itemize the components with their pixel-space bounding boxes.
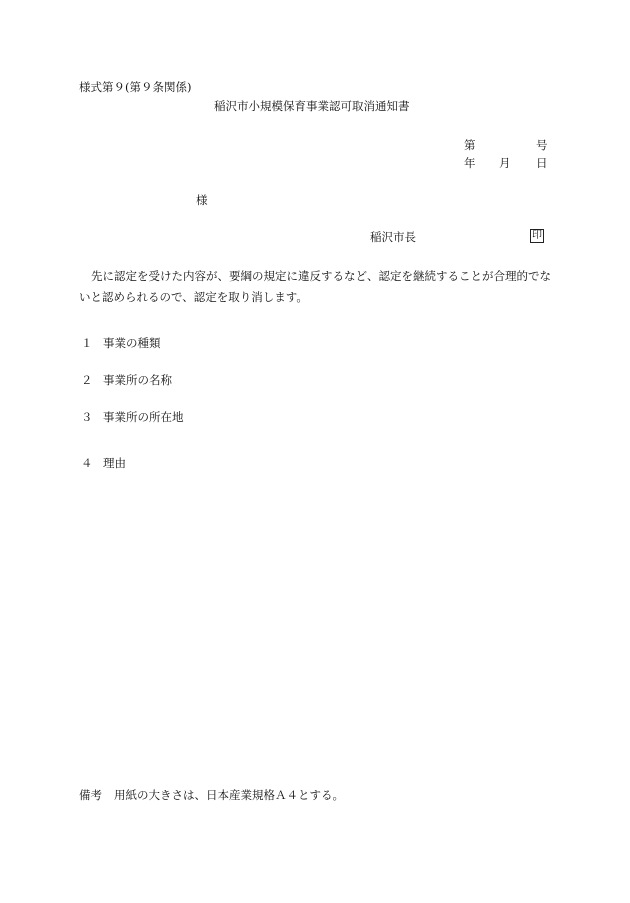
- list-item-reason: [81, 458, 126, 470]
- list-item-facility-address: [81, 412, 184, 424]
- notice-body-line-2: ないと認められるので、認定を取り消します。: [79, 269, 551, 304]
- list-item-facility-name: [81, 375, 172, 387]
- document-title: 稲沢市小規模保育事業認可取消通知書: [214, 99, 410, 113]
- date-year-label: 年: [464, 156, 476, 170]
- item-label: 理由: [103, 456, 126, 470]
- item-label: 事業所の所在地: [103, 410, 184, 424]
- date-day-label: 日: [536, 156, 548, 170]
- notice-body: [79, 266, 551, 308]
- item-label: 事業所の名称: [103, 373, 172, 387]
- seal-mark: 印: [532, 230, 542, 241]
- item-number: ３: [81, 410, 93, 424]
- date-month-label: 月: [499, 156, 511, 170]
- item-label: 事業の種類: [103, 336, 161, 350]
- remarks-label: 備考: [79, 788, 102, 802]
- form-number-label: 様式第９(第９条関係): [79, 80, 192, 94]
- item-number: ４: [81, 456, 93, 470]
- document-number-suffix: 号: [536, 138, 548, 152]
- document-number-prefix: 第: [464, 138, 476, 152]
- addressee-honorific: 様: [196, 193, 208, 207]
- notice-body-line-1: 先に認定を受けた内容が、要綱の規定に違反するなど、認定を継続することが合理的で: [91, 269, 540, 283]
- remarks-text: 用紙の大きさは、日本産業規格Ａ４とする。: [114, 788, 344, 802]
- list-item-business-type: [81, 338, 161, 350]
- item-number: ２: [81, 373, 93, 387]
- remarks: [79, 790, 344, 802]
- issuer-name: 稲沢市長: [370, 230, 416, 244]
- item-number: １: [81, 336, 93, 350]
